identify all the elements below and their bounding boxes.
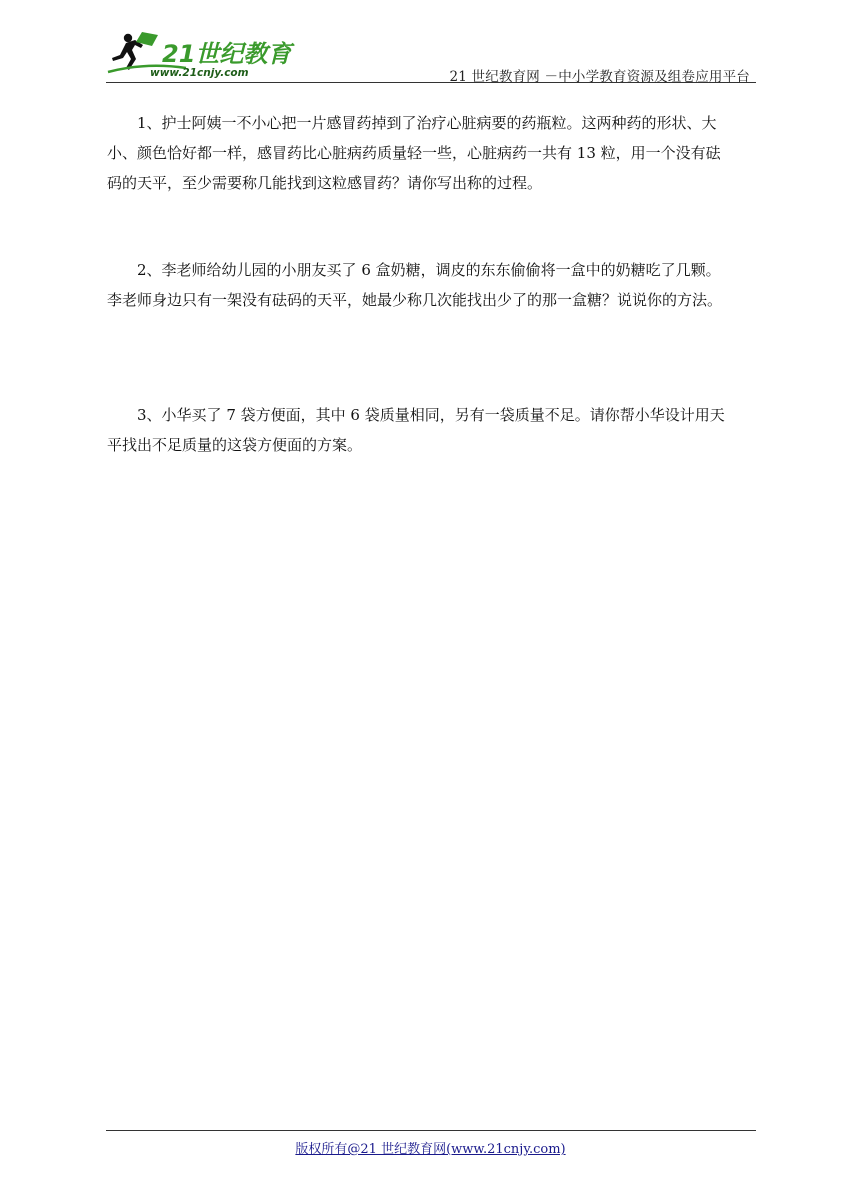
question-text: 李老师身边只有一架没有砝码的天平，她最少称几次能找出少了的那一盒糖？说说你的方法。: [107, 291, 723, 309]
question-text: 码的天平，至少需要称几能找到这粒感冒药？请你写出称的过程。: [107, 174, 543, 192]
header-site-title: 21 世纪教育网 －中小学教育资源及组卷应用平台: [449, 69, 750, 85]
question-text: 小华买了 7 袋方便面，其中 6 袋质量相同，另有一袋质量不足。请你帮小华设计用天: [161, 406, 725, 424]
logo-wordmark: 21世纪教育: [162, 40, 292, 68]
question-text: 小、颜色恰好都一样，感冒药比心脏病药质量轻一些，心脏病药一共有 13 粒，用一个没有砝: [107, 144, 721, 162]
page-header: [106, 28, 756, 84]
logo-url: www.21cnjy.com: [150, 67, 249, 79]
question-3: [107, 400, 755, 460]
question-1: [107, 108, 755, 198]
question-2: [107, 255, 755, 315]
question-text: 护士阿姨一不小心把一片感冒药掉到了治疗心脏病要的药瓶粒。这两种药的形状、大: [161, 114, 717, 132]
question-number: 3、: [137, 406, 162, 424]
footer-copyright-link[interactable]: 版权所有@21 世纪教育网(www.21cnjy.com): [295, 1142, 566, 1157]
21cnjy-logo: [106, 28, 296, 80]
question-number: 1、: [137, 114, 162, 132]
question-text: 李老师给幼儿园的小朋友买了 6 盒奶糖，调皮的东东偷偷将一盒中的奶糖吃了几颗。: [161, 261, 721, 279]
question-number: 2、: [137, 261, 162, 279]
question-text: 平找出不足质量的这袋方便面的方案。: [107, 436, 363, 454]
footer-divider: [106, 1130, 756, 1131]
header-divider: [106, 82, 756, 83]
